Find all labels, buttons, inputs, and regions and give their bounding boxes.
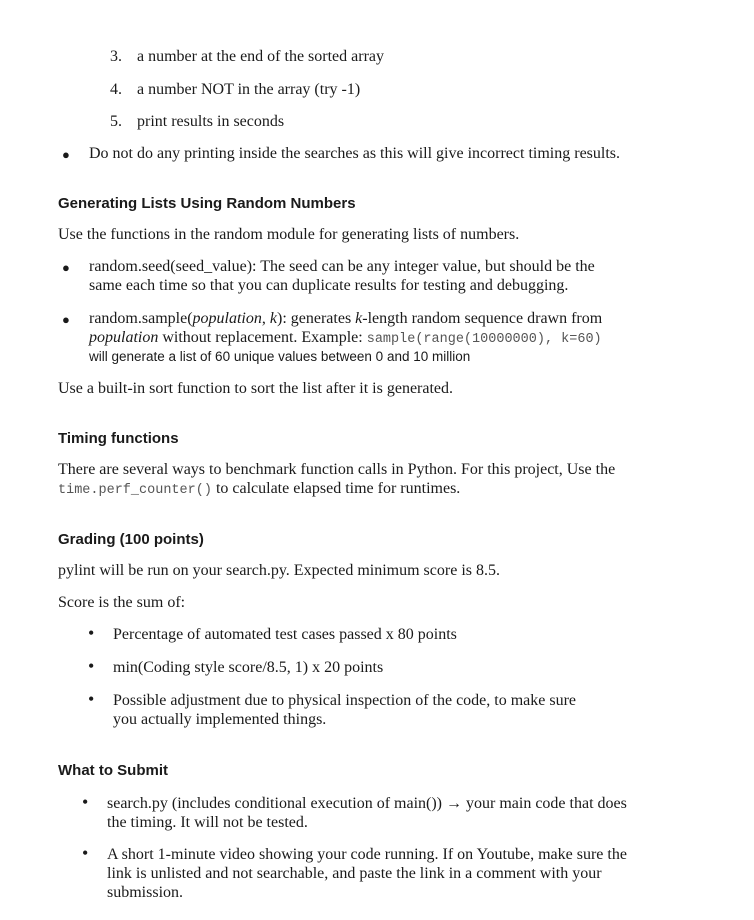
bullet-text: random.sample(population, k): generates k-length random sequence drawn from xyxy=(89,310,603,327)
bullet-icon: ● xyxy=(62,260,70,275)
paragraph: Use the functions in the random module for generating lists of numbers. xyxy=(58,226,520,243)
paragraph: pylint will be run on your search.py. Expected minimum score is 8.5. xyxy=(58,562,500,579)
list-item: submission. xyxy=(107,884,184,901)
list-item: Percentage of automated test cases passed x 80 points xyxy=(113,626,457,643)
bullet-icon: • xyxy=(82,792,89,812)
bullet-text: same each time so that you can duplicate results for testing and debugging. xyxy=(89,277,569,294)
section-heading: What to Submit xyxy=(58,762,168,779)
paragraph: Score is the sum of: xyxy=(58,594,186,611)
section-heading: Grading (100 points) xyxy=(58,531,204,548)
list-item: link is unlisted and not searchable, and paste the link in a comment with your xyxy=(107,865,602,882)
list-item: min(Coding style score/8.5, 1) x 20 points xyxy=(113,659,384,676)
step-text: a number at the end of the sorted array xyxy=(137,48,385,65)
bullet-icon: • xyxy=(88,623,95,643)
list-item: you actually implemented things. xyxy=(113,711,327,728)
bullet-icon: • xyxy=(88,689,95,709)
list-item: search.py (includes conditional execution of main()) → your main code that does xyxy=(107,795,627,812)
list-item: A short 1-minute video showing your code running. If on Youtube, make sure the xyxy=(107,846,627,863)
list-item: the timing. It will not be tested. xyxy=(107,814,308,831)
bullet-icon: • xyxy=(88,656,95,676)
code-snippet: time.perf_counter() xyxy=(58,483,212,498)
step-text: a number NOT in the array (try -1) xyxy=(137,81,361,98)
bullet-text: population without replacement. Example: sample(range(10000000), k=60) xyxy=(89,329,602,347)
step-number: 3. xyxy=(110,48,122,65)
bullet-icon: • xyxy=(82,843,89,863)
paragraph: There are several ways to benchmark function calls in Python. For this project, Use the xyxy=(58,461,616,478)
step-number: 5. xyxy=(110,113,122,130)
paragraph: Use a built-in sort function to sort the list after it is generated. xyxy=(58,380,454,397)
section-heading: Generating Lists Using Random Numbers xyxy=(58,195,356,212)
list-item: Possible adjustment due to physical inspection of the code, to make sure xyxy=(113,692,577,709)
step-number: 4. xyxy=(110,81,122,98)
section-heading: Timing functions xyxy=(58,430,179,447)
paragraph: time.perf_counter() to calculate elapsed time for runtimes. xyxy=(58,480,461,498)
code-snippet: sample(range(10000000), k=60) xyxy=(366,332,602,347)
bullet-icon: ● xyxy=(62,312,70,327)
bullet-icon: ● xyxy=(62,147,70,162)
step-text: print results in seconds xyxy=(137,113,285,130)
bullet-text: will generate a list of 60 unique values between 0 and 10 million xyxy=(89,349,471,364)
bullet-text: random.seed(seed_value): The seed can be any integer value, but should be the xyxy=(89,258,595,275)
bullet-text: Do not do any printing inside the searches as this will give incorrect timing results. xyxy=(89,145,621,162)
